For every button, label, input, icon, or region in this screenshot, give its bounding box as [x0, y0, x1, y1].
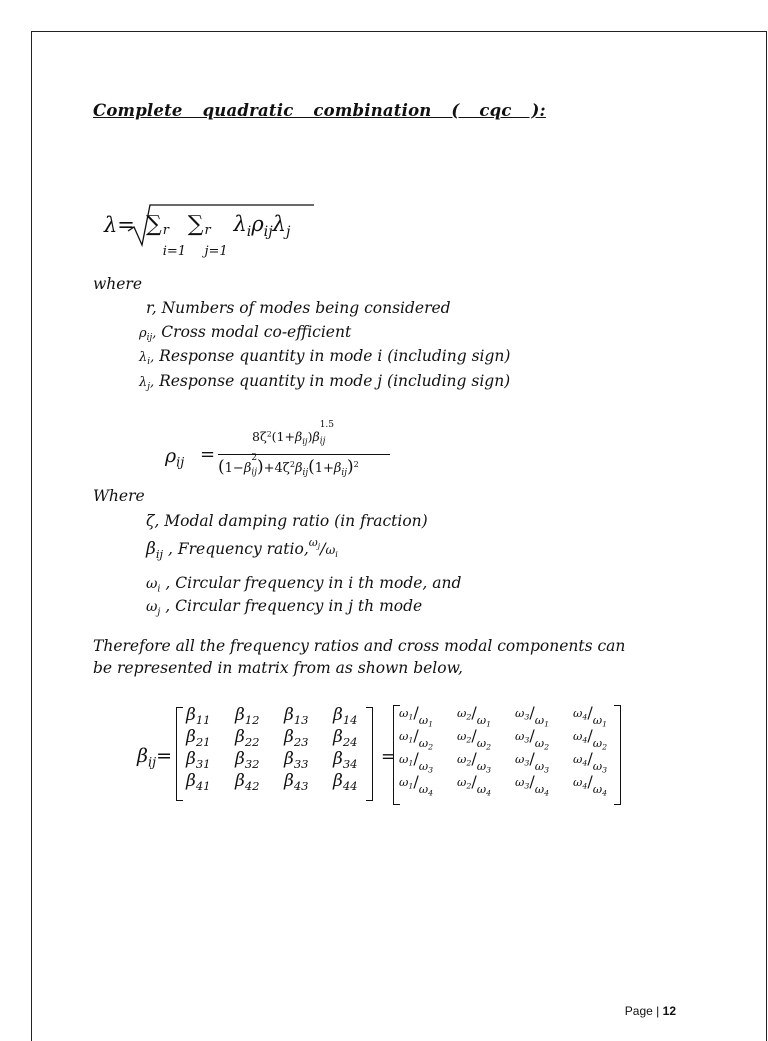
omega-ratio-cell: $\omega_3/\omega_4$: [515, 772, 550, 798]
beta-cell: $\beta_{43}$: [284, 771, 309, 794]
matrix-lhs: $\beta_{ij}=$: [137, 745, 173, 771]
omega-ratio-cell: $\omega_3/\omega_2$: [515, 726, 550, 752]
omega-matrix-right-bracket: [614, 705, 621, 805]
rho-fraction-bar: [218, 454, 390, 455]
section-title: Complete quadratic combination ( cqc ):: [93, 101, 546, 120]
def-omega-i: $\omega_i$ , Circular frequency in i th mode, and: [146, 574, 462, 595]
def-rho: $\rho_{ij}$, Cross modal co-efficient: [139, 323, 352, 344]
omega-ratio-cell: $\omega_1/\omega_2$: [399, 726, 434, 752]
page-footer: Page | 12: [624, 1004, 676, 1018]
beta-cell: $\beta_{32}$: [235, 749, 260, 772]
beta-cell: $\beta_{13}$: [284, 705, 309, 728]
lambda-lhs: λ=: [104, 213, 135, 237]
def-omega-j: $\omega_j$ , Circular frequency in j th mode: [146, 597, 423, 618]
sum2-lower: j=1: [204, 244, 228, 259]
omega-ratio-cell: $\omega_1/\omega_1$: [399, 703, 434, 729]
def-r: r, Numbers of modes being considered: [146, 299, 451, 317]
sum-sign-2: ∑: [187, 212, 204, 237]
where-label-2: Where: [93, 487, 145, 505]
beta-cell: $\beta_{12}$: [235, 705, 260, 728]
sum2-upper: r: [204, 223, 211, 238]
beta-matrix-left-bracket: [176, 707, 183, 801]
beta-matrix-right-bracket: [366, 707, 373, 801]
omega-ratio-cell: $\omega_2/\omega_1$: [457, 703, 492, 729]
omega-ratio-cell: $\omega_2/\omega_3$: [457, 749, 492, 775]
sum1-upper: r: [162, 223, 169, 238]
omega-ratio-cell: $\omega_4/\omega_1$: [573, 703, 608, 729]
def-lambda-j: $\lambda_j$, Response quantity in mode j (including sign): [139, 372, 511, 393]
beta-cell: $\beta_{21}$: [186, 727, 211, 750]
beta-cell: $\beta_{14}$: [333, 705, 358, 728]
def-beta: $\beta_{ij}$ , Frequency $ratio,^{\omega_j}/\omega_i$: [146, 536, 338, 562]
omega-ratio-cell: $\omega_4/\omega_4$: [573, 772, 608, 798]
omega-ratio-cell: $\omega_1/\omega_3$: [399, 749, 434, 775]
def-zeta: ζ, Modal damping ratio (in fraction): [146, 512, 428, 530]
beta-cell: $\beta_{42}$: [235, 771, 260, 794]
omega-ratio-cell: $\omega_2/\omega_2$: [457, 726, 492, 752]
rho-numerator: $8\zeta^2(1+\beta_{ij})\beta$ 1.5 $_{ij}$: [252, 420, 335, 447]
rho-denominator: (1−β 2 $_{ij})+4\zeta^2\beta_{ij}(1+\beta_{ij})^2$: [218, 453, 359, 479]
sum1-lower: i=1: [162, 244, 187, 259]
paragraph-line-1: Therefore all the frequency ratios and cross modal components can: [93, 637, 626, 655]
matrix-equals: =: [381, 747, 396, 767]
omega-ratio-cell: $\omega_3/\omega_3$: [515, 749, 550, 775]
beta-cell: $\beta_{11}$: [186, 705, 211, 728]
beta-cell: $\beta_{41}$: [186, 771, 211, 794]
beta-cell: $\beta_{22}$: [235, 727, 260, 750]
omega-ratio-cell: $\omega_3/\omega_1$: [515, 703, 550, 729]
beta-cell: $\beta_{44}$: [333, 771, 358, 794]
omega-ratio-cell: $\omega_2/\omega_4$: [457, 772, 492, 798]
omega-ratio-cell: $\omega_4/\omega_3$: [573, 749, 608, 775]
beta-cell: $\beta_{34}$: [333, 749, 358, 772]
lambda-sum-expression: ∑ r i=1 ∑ r j=1 $\lambda_i\rho_{ij}\lambda_j$: [146, 212, 291, 259]
omega-ratio-cell: $\omega_4/\omega_2$: [573, 726, 608, 752]
where-label-1: where: [93, 275, 143, 293]
paragraph-line-2: be represented in matrix from as shown below,: [93, 659, 463, 677]
beta-cell: $\beta_{23}$: [284, 727, 309, 750]
def-lambda-i: $\lambda_i$, Response quantity in mode i (including sign): [139, 347, 511, 368]
rho-equals: =: [200, 444, 216, 465]
beta-cell: $\beta_{31}$: [186, 749, 211, 772]
sum-sign-1: ∑: [146, 212, 162, 237]
beta-cell: $\beta_{24}$: [333, 727, 358, 750]
omega-ratio-cell: $\omega_1/\omega_4$: [399, 772, 434, 798]
page-border: [31, 31, 767, 1041]
rho-lhs: $\rho_{ij}$: [165, 445, 185, 471]
beta-cell: $\beta_{33}$: [284, 749, 309, 772]
